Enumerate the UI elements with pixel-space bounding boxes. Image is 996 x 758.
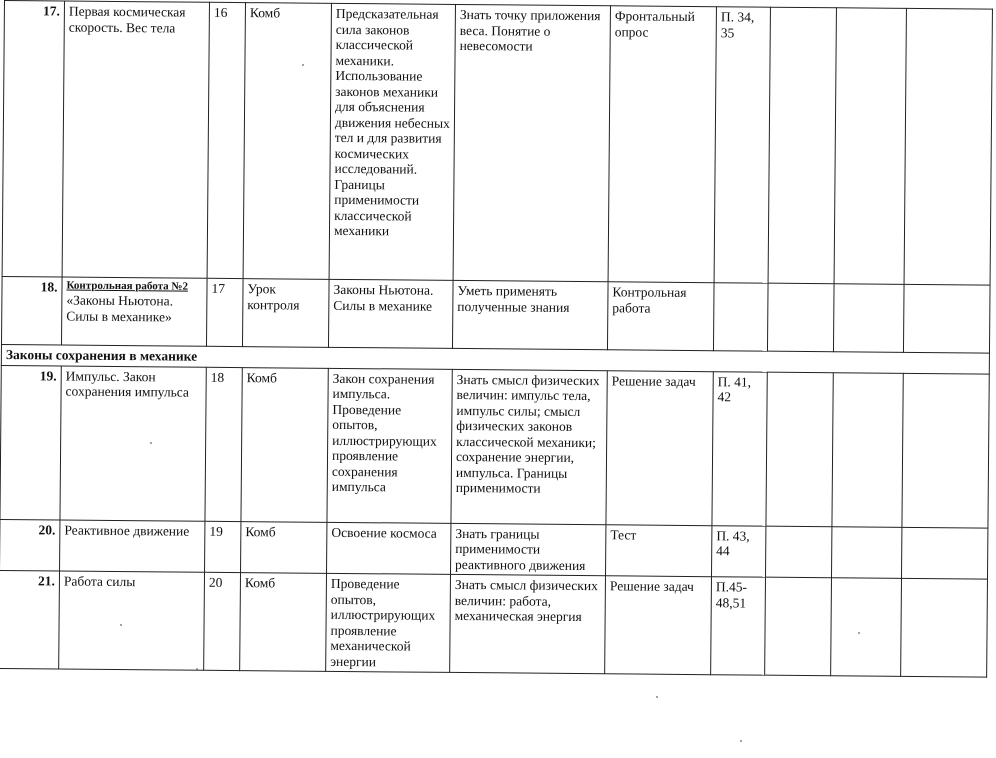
table-row [0,519,988,579]
requirements: Уметь применять полученные знания [452,280,608,349]
row-number: 19. [0,365,61,520]
lesson-title: «Законы Ньютона. Силы в механике» [66,292,174,324]
lesson-index: 18 [205,367,242,521]
control-form: Тест [605,524,711,576]
empty-cell [903,284,990,353]
scan-speck [302,64,304,66]
lesson-content: Проведение опытов, иллюстрирующих проявление механической энергии [326,573,451,672]
homework: П. 34, 35 [714,7,770,283]
control-form: Решение задач [605,576,712,675]
homework: П.45-48,51 [711,577,766,675]
homework [713,283,768,351]
lesson-content: Закон сохранения импульса. Проведение опытов, иллюстрирующих проявление сохранения импульса [327,368,452,523]
lesson-index: 20 [204,572,241,670]
scan-speck [196,668,198,670]
empty-cell [834,8,906,285]
lesson-title: Первая космическая скорость. Вес тела [62,1,209,278]
section-title: Законы сохранения в механике [1,344,989,373]
lesson-title: Работа силы [59,571,205,670]
empty-cell [767,283,834,352]
empty-cell [832,372,903,527]
lesson-type: Комб [243,3,331,280]
lesson-content: Предсказательная сила законов классической механики. Использование законов механики для объяснения движения небесных тел и для развития космических исследований. Границы применимости классической механики [329,3,455,280]
scan-speck [656,696,658,698]
table-row [0,365,989,528]
empty-cell [901,527,987,579]
scan-speck [120,624,122,626]
table-row [2,1,992,286]
empty-cell [765,577,832,676]
table-row [1,276,990,353]
empty-cell [768,7,836,284]
homework: П. 43, 44 [711,525,765,577]
lesson-title: Импульс. Закон сохранения импульса [60,366,206,521]
empty-cell [831,578,902,677]
requirements: Знать смысл физических величин: импульс тела, импульс силы; смысл физических законов классической механики; сохранение энергии, импульса. Границы применимости [451,369,607,524]
empty-cell [901,578,988,677]
lesson-content: Законы Ньютона. Силы в механике [328,279,453,348]
lesson-type: Комб [240,573,327,672]
homework: П. 41, 42 [712,371,767,525]
control-form: Решение задач [606,370,713,525]
lesson-index: 17 [206,278,243,346]
empty-cell [831,526,901,578]
lesson-content: Освоение космоса [327,522,451,575]
empty-cell [902,373,989,528]
lesson-type: Комб [241,521,327,573]
lesson-index: 19 [205,521,241,573]
lesson-index: 16 [207,2,245,278]
table-row [0,570,987,677]
empty-cell [904,8,992,285]
scan-speck [740,740,742,742]
test-title: Контрольная работа №2 [66,279,189,293]
row-number: 21. [0,570,60,669]
lesson-type: Комб [241,367,328,522]
requirements: Знать точку приложения веса. Понятие о невесомости [453,4,610,281]
empty-cell [833,284,904,353]
row-number: 18. [1,276,62,345]
lesson-title: Реактивное движение [60,520,205,573]
empty-cell [766,372,833,527]
scan-speck [150,442,152,444]
requirements: Знать границы применимости реактивного движения [451,523,606,576]
row-number: 20. [0,519,60,571]
scan-speck [858,632,860,634]
lesson-type: Урок контроля [242,279,329,348]
empty-cell [765,526,831,578]
lesson-title-cell [61,277,207,346]
control-form: Фронтальный опрос [608,6,716,283]
requirements: Знать смысл физических величин: работа, механическая энергия [450,574,606,673]
control-form: Контрольная работа [607,282,714,351]
row-number: 17. [2,1,64,278]
